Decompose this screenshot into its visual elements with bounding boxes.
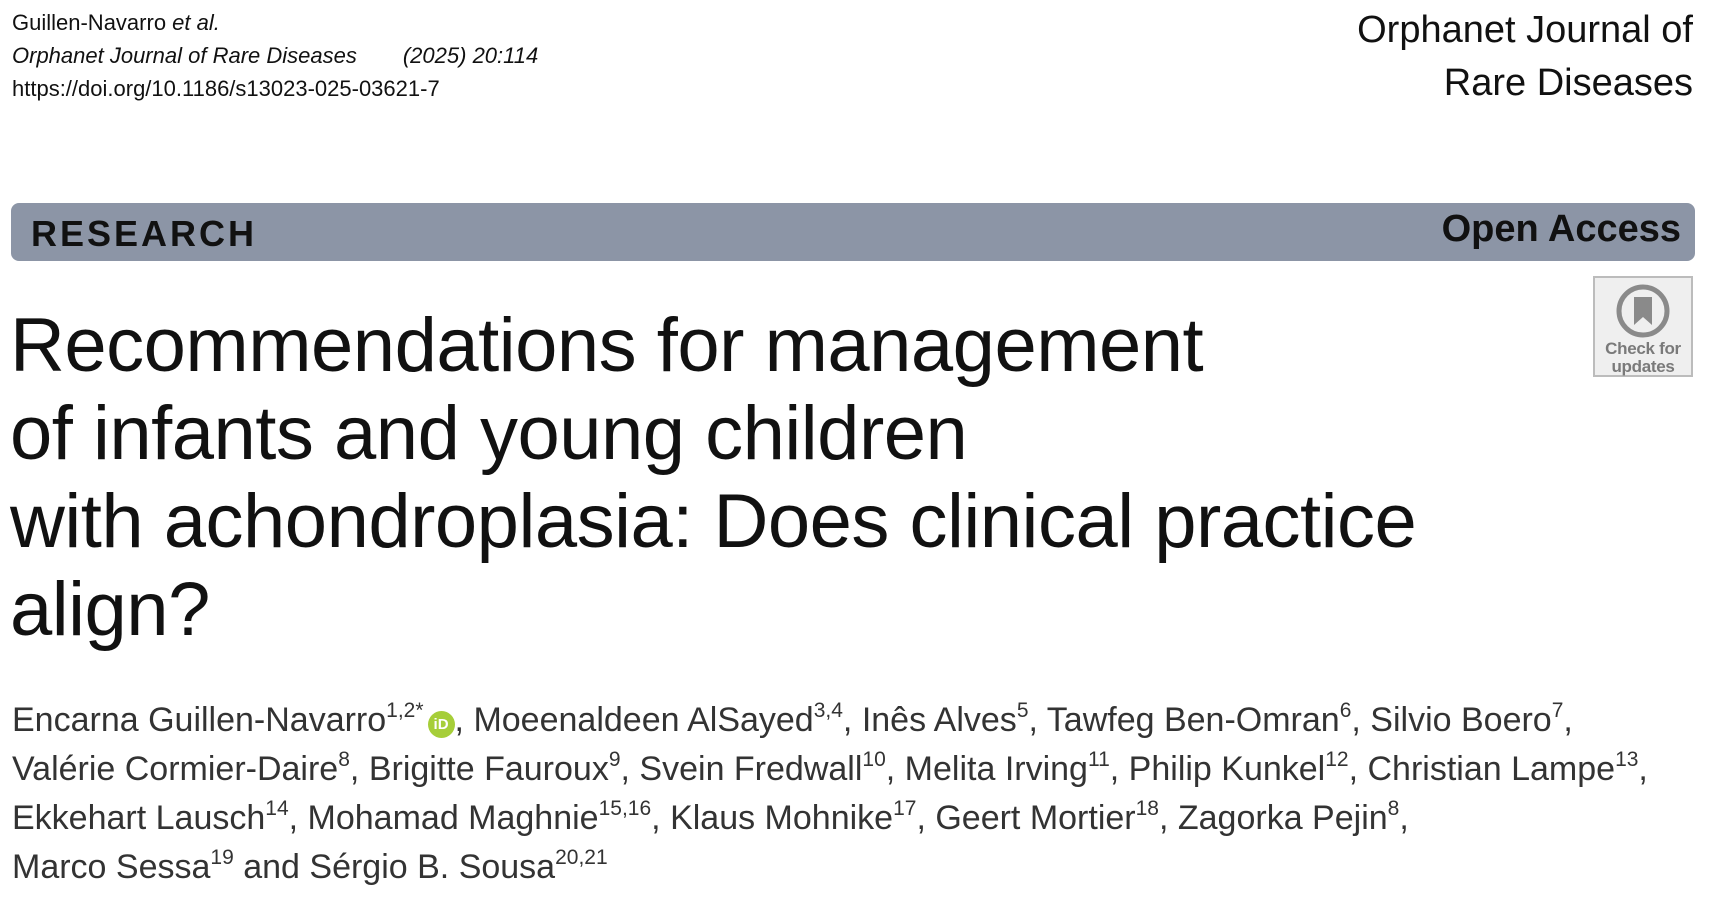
- author-affiliation[interactable]: 19: [210, 846, 234, 869]
- citation-journal: [12, 39, 538, 72]
- author-name[interactable]: Encarna Guillen-Navarro: [12, 701, 387, 739]
- author-affiliation[interactable]: 3,4: [813, 699, 843, 722]
- open-access-label: Open Access: [1441, 208, 1681, 250]
- author-name[interactable]: Zagorka Pejin: [1177, 799, 1388, 837]
- author-affiliation[interactable]: 12: [1325, 748, 1349, 771]
- author-line: Ekkehart Lausch$^{14}$, Mohamad Maghnie$^{15,16}$, Klaus Mohnike$^{17}$, Geert Mortier$^{18}$, Zagorka Pejin$^8$,: [12, 797, 1409, 837]
- author-name[interactable]: Brigitte Fauroux: [368, 750, 609, 788]
- author-affiliation[interactable]: 6: [1339, 699, 1352, 722]
- author-name[interactable]: Silvio Boero: [1370, 701, 1552, 739]
- orcid-icon[interactable]: iD: [428, 711, 455, 738]
- author-affiliation[interactable]: 5: [1016, 699, 1029, 722]
- article-type-banner: [11, 203, 1695, 261]
- article-type-label: RESEARCH: [31, 213, 258, 254]
- author-name[interactable]: Ekkehart Lausch: [12, 799, 266, 837]
- author-name[interactable]: Sérgio B. Sousa: [309, 848, 556, 886]
- author-name[interactable]: Christian Lampe: [1367, 750, 1616, 788]
- check-for-updates-button[interactable]: Check for updates: [1593, 276, 1693, 377]
- citation-meta: [12, 6, 538, 105]
- citation-authors: Guillen-Navarro et al.: [12, 10, 220, 35]
- author-name[interactable]: Svein Fredwall: [639, 750, 863, 788]
- author-affiliation[interactable]: 20,21: [555, 846, 608, 869]
- author-name[interactable]: Geert Mortier: [935, 799, 1136, 837]
- author-affiliation[interactable]: 10: [862, 748, 886, 771]
- author-line: Encarna Guillen-Navarro$^{1,2*}$iD , Moeenaldeen AlSayed$^{3,4}$, Inês Alves$^5$, Tawfeg Ben-Omran$^6$, Silvio Boero$^7$,: [12, 699, 1573, 739]
- author-name[interactable]: Tawfeg Ben-Omran: [1046, 701, 1340, 739]
- author-line: Valérie Cormier-Daire$^8$, Brigitte Fauroux$^9$, Svein Fredwall$^{10}$, Melita Irving$^{11}$, Philip Kunkel$^{12}$, Christian Lampe$^{13}$,: [12, 748, 1648, 788]
- author-list: [12, 696, 1692, 892]
- check-for-updates-icon: [1615, 283, 1671, 339]
- author-name[interactable]: Klaus Mohnike: [670, 799, 894, 837]
- author-name[interactable]: Melita Irving: [904, 750, 1088, 788]
- author-affiliation[interactable]: 9: [608, 748, 621, 771]
- doi-link[interactable]: https://doi.org/10.1186/s13023-025-03621-7: [12, 76, 440, 101]
- author-name[interactable]: Marco Sessa: [12, 848, 211, 886]
- author-name[interactable]: Inês Alves: [861, 701, 1017, 739]
- citation-journal-name: Orphanet Journal of Rare Diseases: [12, 43, 357, 68]
- author-affiliation[interactable]: 15,16: [598, 797, 652, 820]
- author-affiliation[interactable]: 17: [893, 797, 917, 820]
- journal-title: Orphanet Journal of Rare Diseases: [1357, 9, 1693, 104]
- author-affiliation[interactable]: 13: [1615, 748, 1639, 771]
- author-affiliation[interactable]: 8: [1387, 797, 1400, 820]
- author-line: Marco Sessa$^{19}$ and Sérgio B. Sousa$^{20,21}$: [12, 846, 608, 886]
- author-name[interactable]: Mohamad Maghnie: [307, 799, 599, 837]
- author-name[interactable]: Moeenaldeen AlSayed: [473, 701, 814, 739]
- author-affiliation[interactable]: 7: [1551, 699, 1564, 722]
- citation-volume: (2025) 20:114: [402, 43, 539, 68]
- author-affiliation[interactable]: 11: [1087, 748, 1110, 771]
- article-title: Recommendations for management of infants and young children with achondroplasia: Does clinical practice align?: [10, 303, 1417, 652]
- author-affiliation[interactable]: 14: [265, 797, 289, 820]
- author-name[interactable]: Philip Kunkel: [1128, 750, 1326, 788]
- author-name[interactable]: Valérie Cormier-Daire: [12, 750, 339, 788]
- author-affiliation[interactable]: 18: [1135, 797, 1159, 820]
- author-affiliation[interactable]: 1,2*: [386, 699, 424, 722]
- author-affiliation[interactable]: 8: [338, 748, 350, 771]
